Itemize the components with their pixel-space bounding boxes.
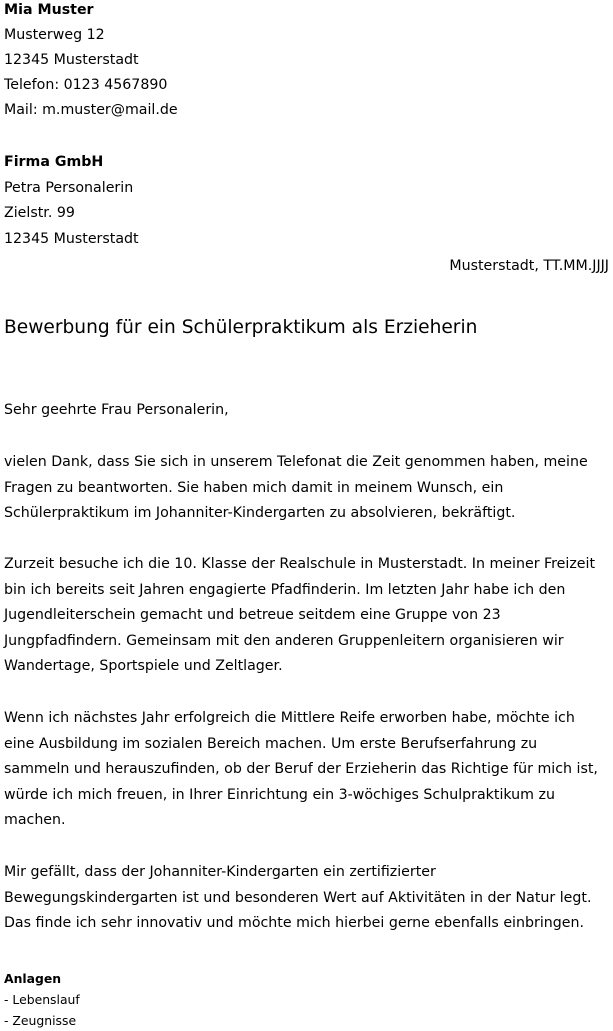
paragraph-3 [4,706,609,834]
sender-street: Musterweg 12 [4,27,105,43]
paragraph-line: machen. [4,812,66,829]
recipient-company: Firma GmbH [4,154,104,170]
paragraph-line: Wandertage, Sportspiele und Zeltlager. [4,658,283,675]
attachment-item: - Zeugnisse [4,1013,77,1028]
sender-city: 12345 Musterstadt [4,52,139,68]
paragraph-line: Fragen zu beantworten. Sie haben mich damit in meinem Wunsch, ein [4,479,504,496]
attachment-item: - Lebenslauf [4,992,80,1007]
paragraph-line: Bewegungskindergarten ist und besonderen Wert auf Aktivitäten in der Natur legt. [4,889,592,906]
subject-line: Bewerbung für ein Schülerpraktikum als Erzieherin [4,317,478,338]
paragraph-line: bin ich bereits seit Jahren engagierte Pfadfinderin. Im letzten Jahr habe ich den [4,581,566,598]
paragraph-4 [4,860,609,937]
paragraph-line: eine Ausbildung im sozialen Bereich machen. Um erste Berufserfahrung zu [4,735,538,752]
paragraph-line: würde ich mich freuen, in Ihrer Einrichtung ein 3-wöchiges Schulpraktikum zu [4,786,555,803]
salutation: Sehr geehrte Frau Personalerin, [4,402,229,418]
paragraph-line: Wenn ich nächstes Jahr erfolgreich die Mittlere Reife erworben habe, möchte ich [4,710,575,726]
paragraph-2 [4,552,609,680]
paragraph-line: Jugendleiterschein gemacht und betreue seitdem eine Gruppe von 23 [4,607,501,624]
paragraph-line: sammeln und herauszufinden, ob der Beruf der Erzieherin das Richtige für mich ist, [4,761,598,778]
attachments-heading: Anlagen [4,971,62,986]
paragraph-line: Zurzeit besuche ich die 10. Klasse der Realschule in Musterstadt. In meiner Freizeit [4,556,596,572]
paragraph-line: vielen Dank, dass Sie sich in unserem Telefonat die Zeit genommen haben, meine [4,454,588,470]
paragraph-1 [4,450,609,527]
paragraph-line: Mir gefällt, dass der Johanniter-Kindergarten ein zertifizierter [4,864,436,880]
paragraph-line: Das finde ich sehr innovativ und möchte mich hierbei gerne ebenfalls einbringen. [4,915,584,932]
recipient-person: Petra Personalerin [4,180,134,196]
paragraph-line: Schülerpraktikum im Johanniter-Kindergarten zu absolvieren, bekräftigt. [4,505,516,522]
recipient-street: Zielstr. 99 [4,205,75,221]
sender-name: Mia Muster [4,2,94,18]
sender-mail: Mail: m.muster@mail.de [4,102,178,118]
date-line: Musterstadt, TT.MM.JJJJ [449,258,609,274]
sender-phone: Telefon: 0123 4567890 [4,77,168,93]
recipient-city: 12345 Musterstadt [4,231,139,247]
paragraph-line: Jungpfadfindern. Gemeinsam mit den anderen Gruppenleitern organisieren wir [4,632,564,649]
